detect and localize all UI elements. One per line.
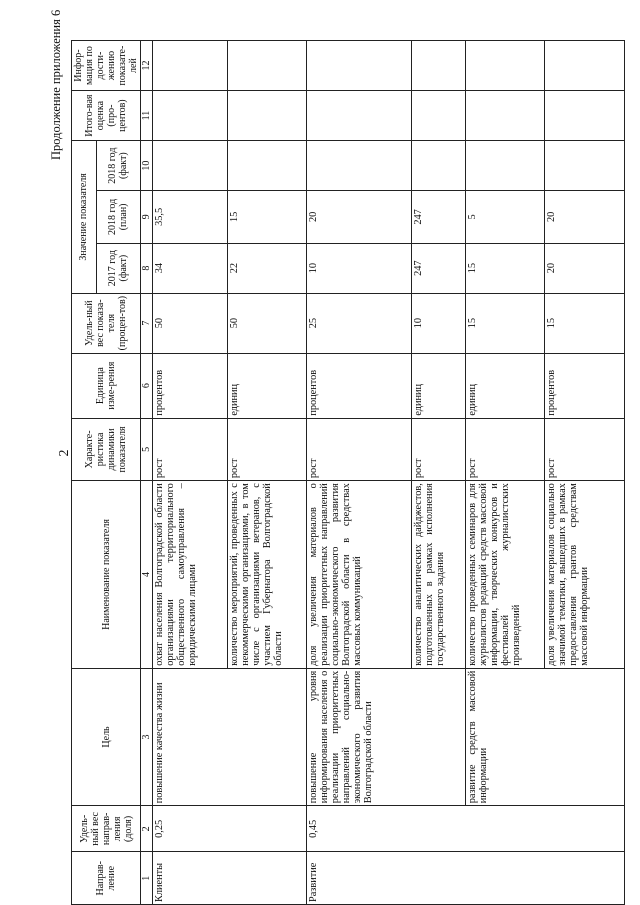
cell-weight: 0,45: [307, 806, 625, 852]
cell-plan-2018: 20: [307, 191, 412, 244]
cell-fact-2018: [153, 141, 228, 191]
cell-indicator-weight: 50: [228, 293, 307, 353]
column-number: 8: [141, 243, 153, 293]
cell-total: [545, 91, 625, 141]
cell-unit: единиц: [466, 353, 545, 418]
cell-direction: Клиенты: [153, 852, 307, 905]
cell-weight: 0,25: [153, 806, 307, 852]
column-number: 2: [141, 806, 153, 852]
column-number: 9: [141, 191, 153, 244]
cell-unit: процентов: [153, 353, 228, 418]
cell-total: [412, 91, 466, 141]
cell-total: [228, 91, 307, 141]
cell-plan-2018: 5: [466, 191, 545, 244]
cell-info: [412, 41, 466, 91]
cell-total: [307, 91, 412, 141]
cell-goal: повышение качества жизни: [153, 668, 307, 806]
cell-fact-2018: [412, 141, 466, 191]
cell-unit: процентов: [307, 353, 412, 418]
appendix-title: Продолжение приложения 6: [49, 9, 63, 160]
cell-fact-2018: [466, 141, 545, 191]
cell-dynamics: рост: [153, 418, 228, 481]
cell-unit: единиц: [228, 353, 307, 418]
column-number: 3: [141, 668, 153, 806]
header-total: Итого-вая оценка (про-центов): [72, 91, 141, 141]
cell-fact-2018: [545, 141, 625, 191]
cell-indicator: доля увеличения материалов о реализации приоритетных направлений социально-экономического развития Волгоградской области в средствах массовых коммуникаций: [307, 481, 412, 669]
header-weight: Удель-ный вес направ-ления (доля): [72, 806, 141, 852]
column-number: 12: [141, 41, 153, 91]
indicators-table: [71, 40, 625, 905]
header-unit: Единица изме-рения: [72, 353, 141, 418]
column-number-row: [141, 41, 153, 905]
header-indicator-name: Наименование показателя: [72, 481, 141, 669]
header-indicator-value: Значение показателя: [72, 141, 97, 294]
cell-info: [307, 41, 412, 91]
header-indicator-weight: Удель-ный вес показа-теля (процен-тов): [72, 293, 141, 353]
header-goal: Цель: [72, 668, 141, 806]
cell-info: [153, 41, 228, 91]
column-number: 4: [141, 481, 153, 669]
column-number: 6: [141, 353, 153, 418]
cell-unit: процентов: [545, 353, 625, 418]
cell-indicator-weight: 10: [412, 293, 466, 353]
cell-fact-2017: 10: [307, 243, 412, 293]
cell-plan-2018: 247: [412, 191, 466, 244]
cell-dynamics: рост: [412, 418, 466, 481]
cell-indicator: охват населения Волгоградской области организациями территориального общественного самоуправления – юридическими лицами: [153, 481, 228, 669]
cell-dynamics: рост: [307, 418, 412, 481]
cell-indicator: количество проведенных семинаров для журналистов редакций средств массовой информации, творческих конкурсов и фестивалей журналистских произведений: [466, 481, 545, 669]
cell-fact-2017: 20: [545, 243, 625, 293]
cell-indicator-weight: 15: [466, 293, 545, 353]
cell-fact-2017: 247: [412, 243, 466, 293]
cell-goal: повышение уровня информирования населения о реализации приоритетных направлений социально-экономического развития Волгоградской области: [307, 668, 466, 806]
cell-plan-2018: 15: [228, 191, 307, 244]
cell-fact-2017: 22: [228, 243, 307, 293]
column-number: 5: [141, 418, 153, 481]
table-row: [307, 41, 412, 905]
cell-unit: единиц: [412, 353, 466, 418]
column-number: 11: [141, 91, 153, 141]
cell-indicator: количество мероприятий, проведенных с некоммерческими организациями, в том числе с организациями ветеранов, с участием Губернатора Волгоградской области: [228, 481, 307, 669]
column-number: 1: [141, 852, 153, 905]
cell-fact-2018: [228, 141, 307, 191]
cell-info: [228, 41, 307, 91]
cell-total: [153, 91, 228, 141]
header-plan-2018: 2018 год (план): [96, 191, 140, 244]
cell-dynamics: рост: [228, 418, 307, 481]
cell-plan-2018: 20: [545, 191, 625, 244]
cell-indicator-weight: 15: [545, 293, 625, 353]
cell-total: [466, 91, 545, 141]
cell-plan-2018: 35,5: [153, 191, 228, 244]
page-number: 2: [57, 449, 72, 457]
rotated-page: [49, 9, 599, 905]
header-row: [72, 41, 97, 905]
table-row: [466, 41, 545, 905]
header-fact-2018: 2018 год (факт): [96, 141, 140, 191]
cell-indicator: доля увеличения материалов социально значимой тематики, вышедших в рамках предоставления грантов средствам массовой информации: [545, 481, 625, 669]
cell-fact-2018: [307, 141, 412, 191]
cell-direction: Развитие: [307, 852, 625, 905]
column-number: 7: [141, 293, 153, 353]
cell-goal: развитие средств массовой информации: [466, 668, 625, 806]
column-number: 10: [141, 141, 153, 191]
header-fact-2017: 2017 год (факт): [96, 243, 140, 293]
cell-indicator: количество аналитических дайджестов, подготовленных в рамках исполнения государственного задания: [412, 481, 466, 669]
table-row: [153, 41, 228, 905]
cell-indicator-weight: 50: [153, 293, 228, 353]
header-dynamics: Характе-ристика динамики показателя: [72, 418, 141, 481]
cell-dynamics: рост: [545, 418, 625, 481]
header-info: Инфор-мация по дости-жению показате-лей: [72, 41, 141, 91]
cell-indicator-weight: 25: [307, 293, 412, 353]
cell-fact-2017: 34: [153, 243, 228, 293]
cell-info: [466, 41, 545, 91]
header-direction: Направ-ление: [72, 852, 141, 905]
cell-dynamics: рост: [466, 418, 545, 481]
cell-info: [545, 41, 625, 91]
cell-fact-2017: 15: [466, 243, 545, 293]
